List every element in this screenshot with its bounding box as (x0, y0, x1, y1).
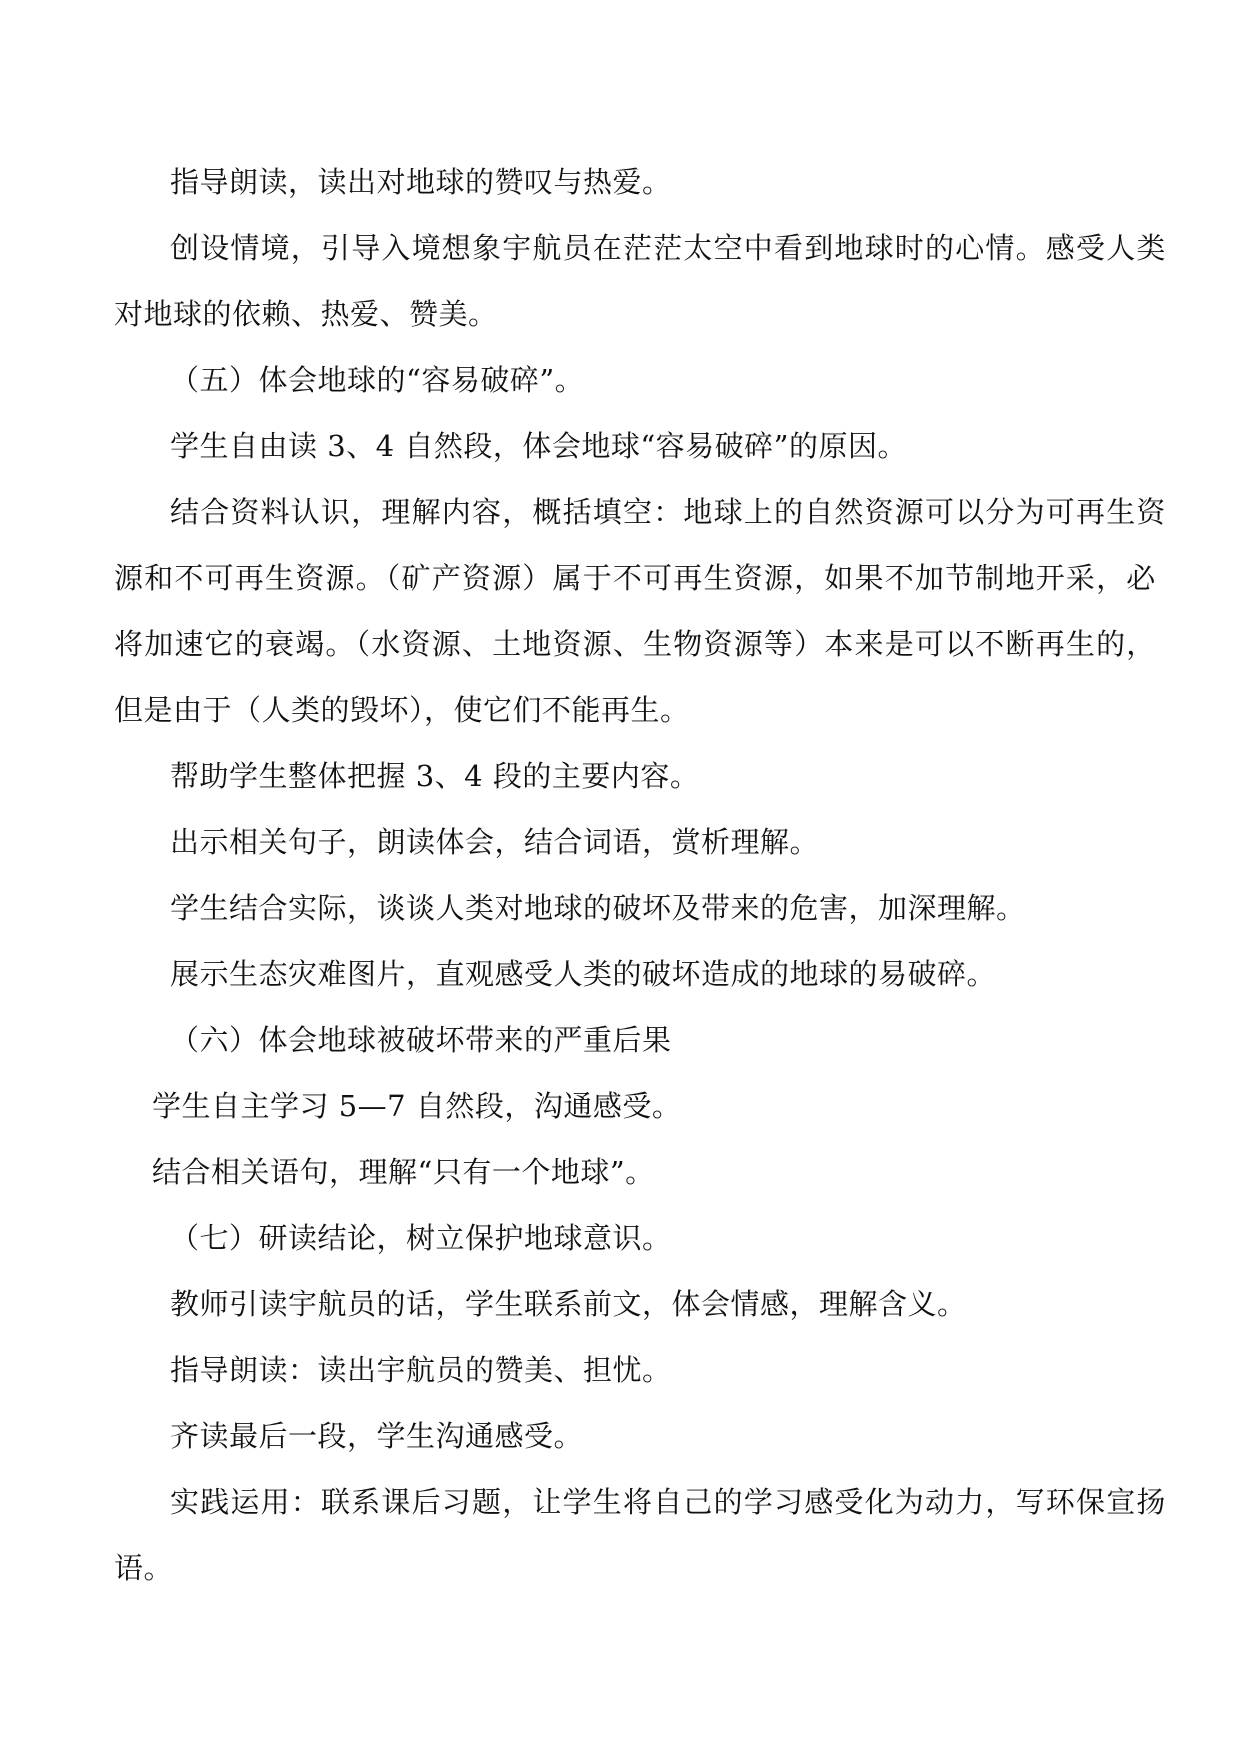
paragraph-line: 指导朗读，读出对地球的赞叹与热爱。 (170, 165, 672, 199)
paragraph-line: 学生自由读 3、4 自然段，体会地球“容易破碎”的原因。 (170, 429, 907, 463)
paragraph-line: 结合相关语句，理解“只有一个地球”。 (152, 1155, 655, 1189)
paragraph-line: 学生结合实际，谈谈人类对地球的破坏及带来的危害，加深理解。 (170, 891, 1026, 925)
paragraph-line: 出示相关句子，朗读体会，结合词语，赏析理解。 (170, 825, 820, 859)
paragraph-line: 展示生态灾难图片，直观感受人类的破坏造成的地球的易破碎。 (170, 957, 997, 991)
paragraph-line: 学生自主学习 5—7 自然段，沟通感受。 (152, 1089, 682, 1123)
section-heading: （七）研读结论，树立保护地球意识。 (170, 1221, 672, 1255)
paragraph-line: 将加速它的衰竭。（水资源、土地资源、生物资源等）本来是可以不断再生的， (114, 627, 1157, 661)
section-heading: （五）体会地球的“容易破碎”。 (170, 363, 585, 397)
paragraph-line: 创设情境，引导入境想象宇航员在茫茫太空中看到地球时的心情。感受人类 (170, 231, 1167, 265)
paragraph-line: 指导朗读：读出宇航员的赞美、担忧。 (170, 1353, 672, 1387)
paragraph-line: 语。 (114, 1551, 174, 1585)
paragraph-line: 齐读最后一段，学生沟通感受。 (170, 1419, 584, 1453)
paragraph-line: 对地球的依赖、热爱、赞美。 (114, 297, 498, 331)
paragraph-line: 但是由于（人类的毁坏），使它们不能再生。 (114, 693, 690, 727)
section-heading: （六）体会地球被破坏带来的严重后果 (170, 1023, 672, 1057)
paragraph-line: 教师引读宇航员的话，学生联系前文，体会情感，理解含义。 (170, 1287, 967, 1321)
paragraph-line: 源和不可再生资源。（矿产资源）属于不可再生资源，如果不加节制地开采，必 (114, 561, 1157, 595)
paragraph-line: 结合资料认识，理解内容，概括填空：地球上的自然资源可以分为可再生资 (170, 495, 1167, 529)
paragraph-line: 帮助学生整体把握 3、4 段的主要内容。 (170, 759, 700, 793)
paragraph-line: 实践运用：联系课后习题，让学生将自己的学习感受化为动力，写环保宣扬 (170, 1485, 1167, 1519)
